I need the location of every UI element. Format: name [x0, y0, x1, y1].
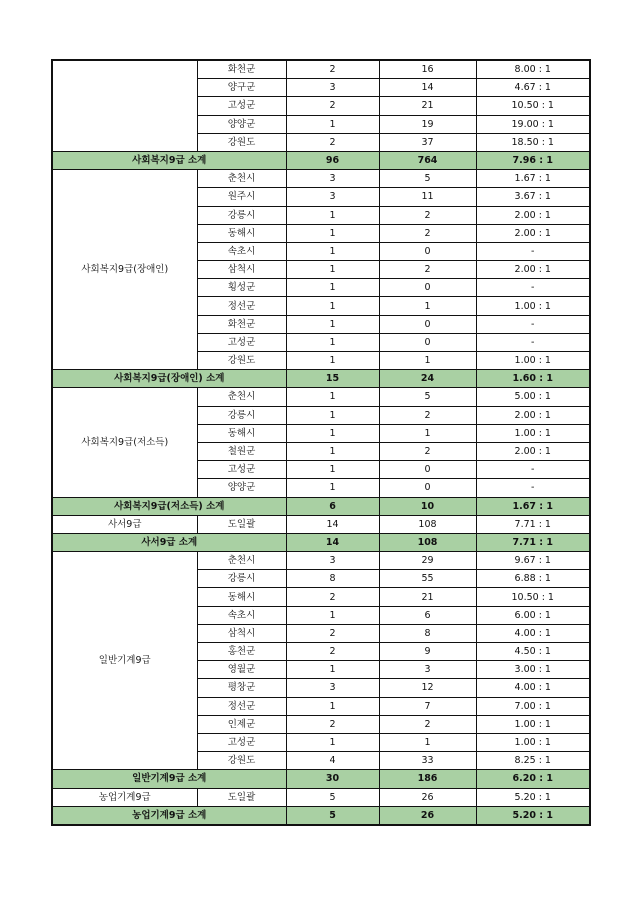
region-cell: 동해시 — [197, 588, 286, 606]
ratio-cell: 2.00 : 1 — [476, 224, 590, 242]
ratio-cell: - — [476, 461, 590, 479]
subtotal-label: 사회복지9급 소계 — [52, 151, 286, 169]
applicants-cell: 5 — [379, 388, 476, 406]
subtotal-row — [52, 806, 590, 825]
applicants-cell: 0 — [379, 333, 476, 351]
positions-cell: 1 — [286, 297, 379, 315]
subtotal-ratio: 1.67 : 1 — [476, 497, 590, 515]
region-cell: 고성군 — [197, 97, 286, 115]
table-row — [52, 170, 590, 188]
table-row — [52, 515, 590, 533]
applicants-cell: 3 — [379, 661, 476, 679]
applicants-cell: 2 — [379, 406, 476, 424]
ratio-cell: 2.00 : 1 — [476, 206, 590, 224]
subtotal-row — [52, 370, 590, 388]
region-cell: 화천군 — [197, 60, 286, 79]
applicants-cell: 0 — [379, 479, 476, 497]
table-row — [52, 60, 590, 79]
applicants-cell: 2 — [379, 715, 476, 733]
region-cell: 삼척시 — [197, 261, 286, 279]
positions-cell: 1 — [286, 388, 379, 406]
subtotal-applicants: 108 — [379, 533, 476, 551]
ratio-cell: 1.00 : 1 — [476, 297, 590, 315]
ratio-cell: 2.00 : 1 — [476, 406, 590, 424]
applicants-cell: 19 — [379, 115, 476, 133]
applicants-cell: 2 — [379, 206, 476, 224]
region-cell: 정선군 — [197, 697, 286, 715]
region-cell: 삼척시 — [197, 624, 286, 642]
region-cell: 정선군 — [197, 297, 286, 315]
group-name-cell: 사서9급 — [52, 515, 197, 533]
positions-cell: 1 — [286, 352, 379, 370]
region-cell: 강원도 — [197, 133, 286, 151]
table-row — [52, 552, 590, 570]
positions-cell: 2 — [286, 97, 379, 115]
ratio-cell: 1.00 : 1 — [476, 424, 590, 442]
applicants-cell: 29 — [379, 552, 476, 570]
subtotal-positions: 15 — [286, 370, 379, 388]
applicants-cell: 55 — [379, 570, 476, 588]
positions-cell: 2 — [286, 588, 379, 606]
ratio-cell: 8.25 : 1 — [476, 752, 590, 770]
positions-cell: 3 — [286, 79, 379, 97]
positions-cell: 1 — [286, 733, 379, 751]
ratio-cell: 10.50 : 1 — [476, 588, 590, 606]
region-cell: 속초시 — [197, 606, 286, 624]
ratio-cell: 2.00 : 1 — [476, 261, 590, 279]
region-cell: 도일괄 — [197, 515, 286, 533]
subtotal-label: 사회복지9급(저소득) 소계 — [52, 497, 286, 515]
region-cell: 속초시 — [197, 242, 286, 260]
region-cell: 고성군 — [197, 461, 286, 479]
region-cell: 평창군 — [197, 679, 286, 697]
ratio-cell: - — [476, 333, 590, 351]
positions-cell: 1 — [286, 479, 379, 497]
subtotal-applicants: 10 — [379, 497, 476, 515]
applicants-cell: 14 — [379, 79, 476, 97]
subtotal-ratio: 5.20 : 1 — [476, 806, 590, 825]
positions-cell: 1 — [286, 424, 379, 442]
subtotal-label: 사서9급 소계 — [52, 533, 286, 551]
subtotal-label: 농업기계9급 소계 — [52, 806, 286, 825]
ratio-cell: 1.00 : 1 — [476, 715, 590, 733]
positions-cell: 4 — [286, 752, 379, 770]
ratio-cell: 3.67 : 1 — [476, 188, 590, 206]
positions-cell: 3 — [286, 679, 379, 697]
applicants-cell: 0 — [379, 315, 476, 333]
applicants-cell: 8 — [379, 624, 476, 642]
positions-cell: 5 — [286, 788, 379, 806]
ratio-cell: 6.00 : 1 — [476, 606, 590, 624]
applicants-cell: 9 — [379, 643, 476, 661]
subtotal-positions: 6 — [286, 497, 379, 515]
ratio-cell: 3.00 : 1 — [476, 661, 590, 679]
applicants-cell: 1 — [379, 297, 476, 315]
region-cell: 홍천군 — [197, 643, 286, 661]
applicants-cell: 33 — [379, 752, 476, 770]
applicants-cell: 26 — [379, 788, 476, 806]
region-cell: 동해시 — [197, 424, 286, 442]
ratio-cell: - — [476, 315, 590, 333]
region-cell: 원주시 — [197, 188, 286, 206]
positions-cell: 2 — [286, 60, 379, 79]
region-cell: 강원도 — [197, 352, 286, 370]
region-cell: 도일괄 — [197, 788, 286, 806]
region-cell: 양구군 — [197, 79, 286, 97]
applicants-cell: 5 — [379, 170, 476, 188]
positions-cell: 1 — [286, 333, 379, 351]
ratio-cell: 9.67 : 1 — [476, 552, 590, 570]
positions-cell: 3 — [286, 170, 379, 188]
group-name-cell: 사회복지9급(장애인) — [52, 170, 197, 370]
positions-cell: 1 — [286, 261, 379, 279]
region-cell: 양양군 — [197, 115, 286, 133]
positions-cell: 3 — [286, 188, 379, 206]
ratio-cell: 18.50 : 1 — [476, 133, 590, 151]
applicants-cell: 108 — [379, 515, 476, 533]
ratio-cell: 7.00 : 1 — [476, 697, 590, 715]
subtotal-ratio: 1.60 : 1 — [476, 370, 590, 388]
ratio-cell: 4.00 : 1 — [476, 679, 590, 697]
subtotal-row — [52, 770, 590, 788]
positions-cell: 1 — [286, 606, 379, 624]
region-cell: 고성군 — [197, 733, 286, 751]
positions-cell: 1 — [286, 442, 379, 460]
region-cell: 동해시 — [197, 224, 286, 242]
region-cell: 강릉시 — [197, 206, 286, 224]
region-cell: 영월군 — [197, 661, 286, 679]
subtotal-row — [52, 533, 590, 551]
applicants-cell: 12 — [379, 679, 476, 697]
subtotal-ratio: 7.96 : 1 — [476, 151, 590, 169]
region-cell: 화천군 — [197, 315, 286, 333]
positions-cell: 1 — [286, 315, 379, 333]
ratio-cell: 1.67 : 1 — [476, 170, 590, 188]
ratio-cell: 8.00 : 1 — [476, 60, 590, 79]
subtotal-positions: 30 — [286, 770, 379, 788]
positions-cell: 2 — [286, 715, 379, 733]
positions-cell: 2 — [286, 624, 379, 642]
group-name-cell: 농업기계9급 — [52, 788, 197, 806]
group-name-cell: 일반기계9급 — [52, 552, 197, 770]
region-cell: 횡성군 — [197, 279, 286, 297]
subtotal-applicants: 186 — [379, 770, 476, 788]
subtotal-ratio: 7.71 : 1 — [476, 533, 590, 551]
positions-cell: 1 — [286, 697, 379, 715]
ratio-cell: 4.67 : 1 — [476, 79, 590, 97]
applicants-cell: 0 — [379, 461, 476, 479]
positions-cell: 1 — [286, 224, 379, 242]
ratio-cell: - — [476, 279, 590, 297]
applicants-cell: 11 — [379, 188, 476, 206]
ratio-cell: 10.50 : 1 — [476, 97, 590, 115]
positions-cell: 1 — [286, 279, 379, 297]
ratio-cell: 5.00 : 1 — [476, 388, 590, 406]
positions-cell: 1 — [286, 115, 379, 133]
applicants-cell: 1 — [379, 733, 476, 751]
table-row — [52, 388, 590, 406]
table-row — [52, 788, 590, 806]
applicants-cell: 1 — [379, 424, 476, 442]
applicants-cell: 2 — [379, 224, 476, 242]
applicants-cell: 6 — [379, 606, 476, 624]
applicants-cell: 21 — [379, 97, 476, 115]
positions-cell: 14 — [286, 515, 379, 533]
positions-cell: 1 — [286, 406, 379, 424]
subtotal-positions: 14 — [286, 533, 379, 551]
subtotal-applicants: 24 — [379, 370, 476, 388]
ratio-cell: 19.00 : 1 — [476, 115, 590, 133]
subtotal-row — [52, 151, 590, 169]
subtotal-applicants: 764 — [379, 151, 476, 169]
region-cell: 양양군 — [197, 479, 286, 497]
ratio-cell: 4.00 : 1 — [476, 624, 590, 642]
ratio-cell: - — [476, 242, 590, 260]
ratio-cell: 7.71 : 1 — [476, 515, 590, 533]
positions-cell: 8 — [286, 570, 379, 588]
positions-cell: 1 — [286, 242, 379, 260]
subtotal-label: 사회복지9급(장애인) 소계 — [52, 370, 286, 388]
ratio-cell: 2.00 : 1 — [476, 442, 590, 460]
positions-cell: 1 — [286, 461, 379, 479]
applicants-cell: 0 — [379, 242, 476, 260]
positions-cell: 3 — [286, 552, 379, 570]
positions-cell: 1 — [286, 661, 379, 679]
applicants-cell: 0 — [379, 279, 476, 297]
applicants-cell: 1 — [379, 352, 476, 370]
ratio-cell: 1.00 : 1 — [476, 733, 590, 751]
region-cell: 강원도 — [197, 752, 286, 770]
group-name-cell: 사회복지9급(저소득) — [52, 388, 197, 497]
subtotal-positions: 5 — [286, 806, 379, 825]
ratio-cell: 1.00 : 1 — [476, 352, 590, 370]
competition-ratio-table — [51, 59, 591, 826]
region-cell: 강릉시 — [197, 406, 286, 424]
region-cell: 철원군 — [197, 442, 286, 460]
ratio-cell: - — [476, 479, 590, 497]
applicants-cell: 2 — [379, 442, 476, 460]
group-name-cell — [52, 60, 197, 151]
applicants-cell: 16 — [379, 60, 476, 79]
applicants-cell: 37 — [379, 133, 476, 151]
applicants-cell: 21 — [379, 588, 476, 606]
region-cell: 춘천시 — [197, 388, 286, 406]
region-cell: 춘천시 — [197, 552, 286, 570]
applicants-cell: 7 — [379, 697, 476, 715]
region-cell: 춘천시 — [197, 170, 286, 188]
positions-cell: 2 — [286, 643, 379, 661]
region-cell: 인제군 — [197, 715, 286, 733]
positions-cell: 2 — [286, 133, 379, 151]
table-body — [52, 60, 590, 825]
subtotal-positions: 96 — [286, 151, 379, 169]
subtotal-label: 일반기계9급 소계 — [52, 770, 286, 788]
ratio-cell: 6.88 : 1 — [476, 570, 590, 588]
applicants-cell: 2 — [379, 261, 476, 279]
ratio-cell: 4.50 : 1 — [476, 643, 590, 661]
ratio-cell: 5.20 : 1 — [476, 788, 590, 806]
subtotal-row — [52, 497, 590, 515]
region-cell: 강릉시 — [197, 570, 286, 588]
subtotal-ratio: 6.20 : 1 — [476, 770, 590, 788]
subtotal-applicants: 26 — [379, 806, 476, 825]
positions-cell: 1 — [286, 206, 379, 224]
region-cell: 고성군 — [197, 333, 286, 351]
